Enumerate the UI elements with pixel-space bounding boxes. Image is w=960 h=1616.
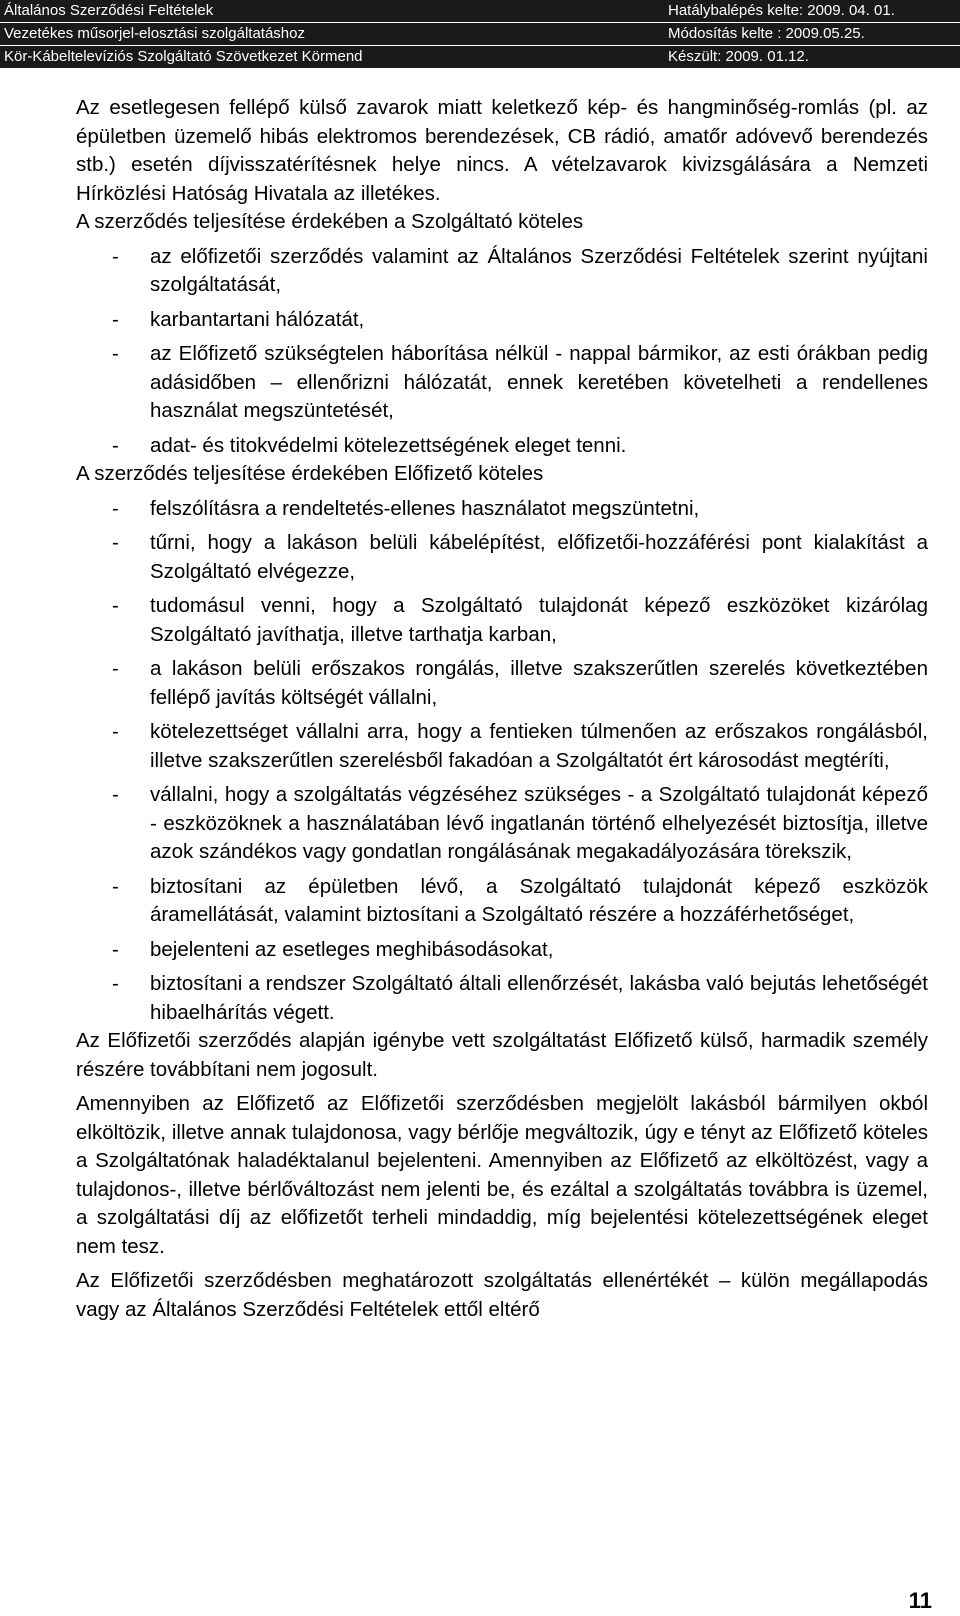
header-created-date: Készült: 2009. 01.12. (668, 48, 809, 65)
subscriber-obligations-heading: A szerződés teljesítése érdekében Előfizető köteles (76, 462, 544, 485)
document-body (76, 94, 928, 1324)
list-item-text: a lakáson belüli erőszakos rongálás, illetve szakszerűtlen szerelés következtében fellépő javítás költségét vállalni, (150, 657, 928, 709)
list-item-text: bejelenteni az esetleges meghibásodásokat, (150, 937, 554, 961)
document-header (0, 0, 960, 68)
list-dash: - (112, 531, 119, 554)
list-item-text: vállalni, hogy a szolgáltatás végzéséhez szükséges - a Szolgáltató tulajdonát képező - eszközöknek a használatában lévő ingatlanán történő elhelyezését biztosítja, illetve azok szándékos vagy gondatlan rongálásának megakadályozására törekszik, (150, 783, 928, 863)
header-subtitle: Vezetékes műsorjel-elosztási szolgáltatáshoz (4, 25, 305, 42)
list-item (76, 432, 928, 461)
list-dash: - (112, 433, 119, 457)
list-item (76, 495, 928, 524)
list-dash: - (112, 307, 119, 331)
list-item (76, 529, 928, 586)
header-title: Általános Szerződési Feltételek (4, 2, 214, 19)
list-dash: - (112, 342, 119, 365)
list-dash: - (112, 937, 119, 961)
list-item-text: tudomásul venni, hogy a Szolgáltató tulajdonát képező eszközöket kizárólag Szolgáltató javíthatja, illetve tarthatja karban, (150, 594, 928, 646)
transfer-paragraph: Az Előfizetői szerződés alapján igénybe vett szolgáltatást Előfizető külső, harmadik személy részére továbbítani nem jogosult. (76, 1029, 928, 1081)
list-item (76, 243, 928, 300)
header-company: Kör-Kábeltelevíziós Szolgáltató Szövetkezet Körmend (4, 48, 363, 65)
list-item (76, 718, 928, 775)
header-row-3 (0, 46, 960, 68)
header-effective-date: Hatálybalépés kelte: 2009. 04. 01. (668, 2, 895, 19)
provider-obligations-list (76, 243, 928, 461)
list-item (76, 306, 928, 335)
list-item (76, 970, 928, 1027)
list-dash: - (112, 657, 119, 680)
intro-paragraph: Az esetlegesen fellépő külső zavarok miatt keletkező kép- és hangminőség-romlás (pl. az épületben üzemelő hibás elektromos berendezések, CB rádió, amatőr adóvevő berendezés stb.) esetén díjvisszatérítésnek helye nincs. A vételzavarok kivizsgálására a Nemzeti Hírközlési Hatóság Hivatala az illetékes. (76, 96, 928, 205)
list-dash: - (112, 496, 119, 520)
list-item-text: felszólításra a rendeltetés-ellenes használatot megszüntetni, (150, 496, 700, 520)
list-item (76, 936, 928, 965)
list-item-text: az Előfizető szükségtelen háborítása nélkül - nappal bármikor, az esti órákban pedig adásidőben – ellenőrizni hálózatát, ennek keretében követelheti a rendellenes használat megszüntetését, (150, 342, 928, 422)
list-dash: - (112, 720, 119, 743)
header-row-1 (0, 0, 960, 22)
list-dash: - (112, 783, 119, 806)
list-item-text: karbantartani hálózatát, (150, 307, 365, 331)
list-item-text: adat- és titokvédelmi kötelezettségének eleget tenni. (150, 433, 627, 457)
header-row-2 (0, 23, 960, 45)
list-item (76, 655, 928, 712)
list-item-text: az előfizetői szerződés valamint az Általános Szerződési Feltételek szerint nyújtani szolgáltatását, (150, 244, 928, 296)
subscriber-obligations-list (76, 495, 928, 1028)
list-item-text: biztosítani a rendszer Szolgáltató általi ellenőrzését, lakásba való bejutás lehetőségét hibaelhárítás végett. (150, 972, 928, 1024)
list-item (76, 340, 928, 426)
list-dash: - (112, 874, 119, 898)
list-dash: - (112, 244, 119, 268)
list-dash: - (112, 594, 119, 617)
list-item-text: kötelezettséget vállalni arra, hogy a fentieken túlmenően az erőszakos rongálásból, illetve szakszerűtlen szerelésből fakadóan a Szolgáltatót ért károsodást megtéríti, (150, 720, 928, 772)
list-item (76, 592, 928, 649)
moving-paragraph: Amennyiben az Előfizető az Előfizetői szerződésben megjelölt lakásból bármilyen okból elköltözik, illetve annak tulajdonosa, vagy bérlője megváltozik, úgy e tényt az Előfizető köteles a Szolgáltatónak haladéktalanul bejelenteni. Amennyiben az Előfizető az elköltözést, vagy a tulajdonos-, illetve bérlőváltozást nem jelenti be, és ezáltal a szolgáltatás továbbra is üzemel, a szolgáltatási díj az előfizetőt terheli mindaddig, míg bejelentési kötelezettségének eleget nem tesz. (76, 1092, 928, 1258)
list-item (76, 781, 928, 867)
list-item-text: biztosítani az épületben lévő, a Szolgáltató tulajdonát képező eszközök áramellátását, valamint biztosítani a Szolgáltató részére a hozzáférhetőséget, (150, 874, 928, 926)
list-dash: - (112, 972, 119, 995)
provider-obligations-heading: A szerződés teljesítése érdekében a Szolgáltató köteles (76, 210, 584, 233)
fee-paragraph: Az Előfizetői szerződésben meghatározott szolgáltatás ellenértékét – külön megállapodás vagy az Általános Szerződési Feltételek ettől eltérő (76, 1269, 928, 1321)
page-number: 11 (908, 1588, 932, 1613)
header-modified-date: Módosítás kelte : 2009.05.25. (668, 25, 865, 42)
list-item-text: tűrni, hogy a lakáson belüli kábelépítést, előfizetői-hozzáférési pont kialakítást a Szolgáltató elvégezze, (150, 531, 928, 583)
list-item (76, 873, 928, 930)
